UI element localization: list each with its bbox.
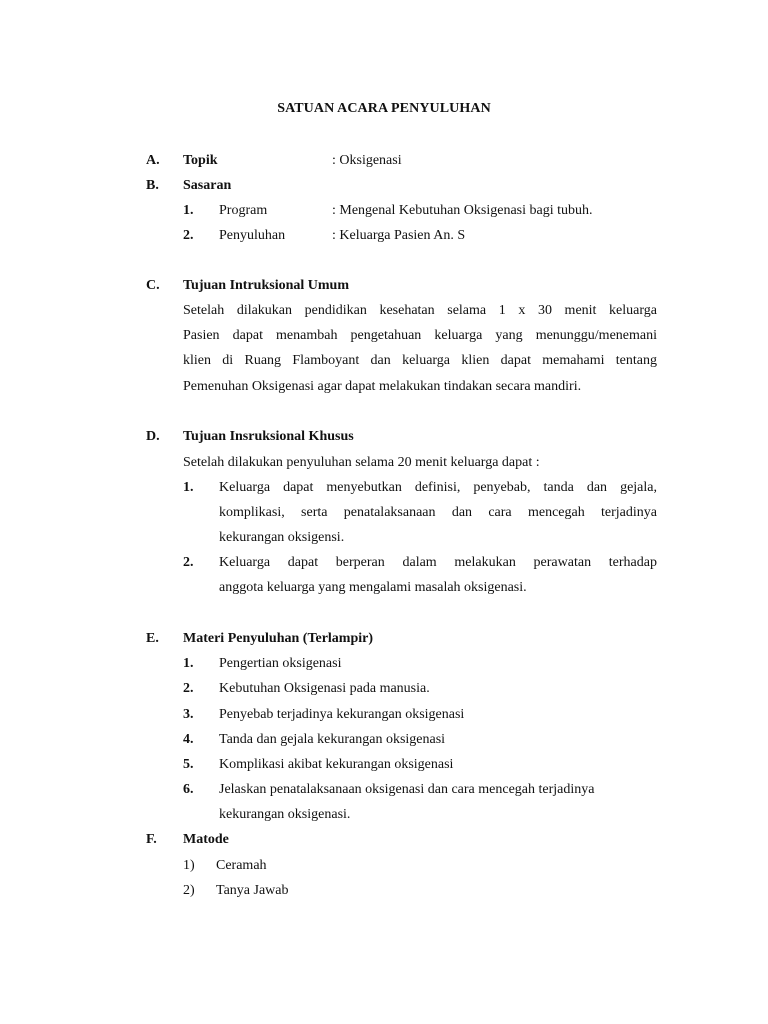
section-d-letter: D. [146,429,160,444]
section-c-paragraph-line: Pemenuhan Oksigenasi agar dapat melakukan tindakan secara mandiri. [183,379,582,394]
section-e-item-num: 2. [183,681,194,696]
section-b-item-num: 2. [183,228,194,243]
page-title: SATUAN ACARA PENYULUHAN [277,101,491,116]
section-a-value: : Oksigenasi [332,153,402,168]
section-c-label: Tujuan Intruksional Umum [183,278,349,293]
section-f-item-text: Ceramah [216,858,267,873]
section-e-item-text: Tanda dan gejala kekurangan oksigenasi [219,732,446,747]
section-e-item-text: Pengertian oksigenasi [219,656,342,671]
section-a-label: Topik [183,153,218,168]
section-f-item-num: 2) [183,883,195,898]
section-d-item-line: anggota keluarga yang mengalami masalah oksigenasi. [219,580,527,595]
section-b-item-value: : Mengenal Kebutuhan Oksigenasi bagi tubuh. [332,203,593,218]
section-b-item-label: Program [219,203,268,218]
section-c-paragraph-line: Pasien dapat menambah pengetahuan keluarga yang menunggu/menemani [183,328,657,343]
section-c-paragraph-line: Setelah dilakukan pendidikan kesehatan selama 1 x 30 menit keluarga [183,303,657,318]
section-f-label: Matode [183,832,229,847]
section-e-item-num: 3. [183,707,194,722]
section-d-item-num: 1. [183,480,194,495]
section-e-item-text: Komplikasi akibat kekurangan oksigenasi [219,757,454,772]
section-d-intro: Setelah dilakukan penyuluhan selama 20 menit keluarga dapat : [183,455,540,470]
section-b-item-value: : Keluarga Pasien An. S [332,228,466,243]
section-d-item-num: 2. [183,555,194,570]
section-e-item-num: 6. [183,782,194,797]
section-f-item-num: 1) [183,858,195,873]
section-e-item-num: 4. [183,732,194,747]
section-c-letter: C. [146,278,160,293]
section-d-item-line: Keluarga dapat berperan dalam melakukan perawatan terhadap [219,555,657,570]
section-e-item-text: Kebutuhan Oksigenasi pada manusia. [219,681,430,696]
section-e-label: Materi Penyuluhan (Terlampir) [183,631,374,646]
section-d-item-line: Keluarga dapat menyebutkan definisi, penyebab, tanda dan gejala, [219,480,657,495]
section-e-item-num: 1. [183,656,194,671]
section-b-item-label: Penyuluhan [219,228,286,243]
section-f-item-text: Tanya Jawab [216,883,289,898]
section-e-item-text: Jelaskan penatalaksanaan oksigenasi dan cara mencegah terjadinya [219,782,595,797]
section-a-letter: A. [146,153,160,168]
section-d-item-line: kekurangan oksigensi. [219,530,345,545]
section-d-item-line: komplikasi, serta penatalaksanaan dan cara mencegah terjadinya [219,505,657,520]
section-e-letter: E. [146,631,159,646]
section-b-label: Sasaran [183,178,232,193]
section-e-item-num: 5. [183,757,194,772]
section-c-paragraph-line: klien di Ruang Flamboyant dan keluarga klien dapat memahami tentang [183,353,657,368]
section-e-item-text: Penyebab terjadinya kekurangan oksigenasi [219,707,465,722]
section-b-letter: B. [146,178,159,193]
section-e-item-text: kekurangan oksigenasi. [219,807,351,822]
section-b-item-num: 1. [183,203,194,218]
section-f-letter: F. [146,832,157,847]
section-d-label: Tujuan Insruksional Khusus [183,429,354,444]
